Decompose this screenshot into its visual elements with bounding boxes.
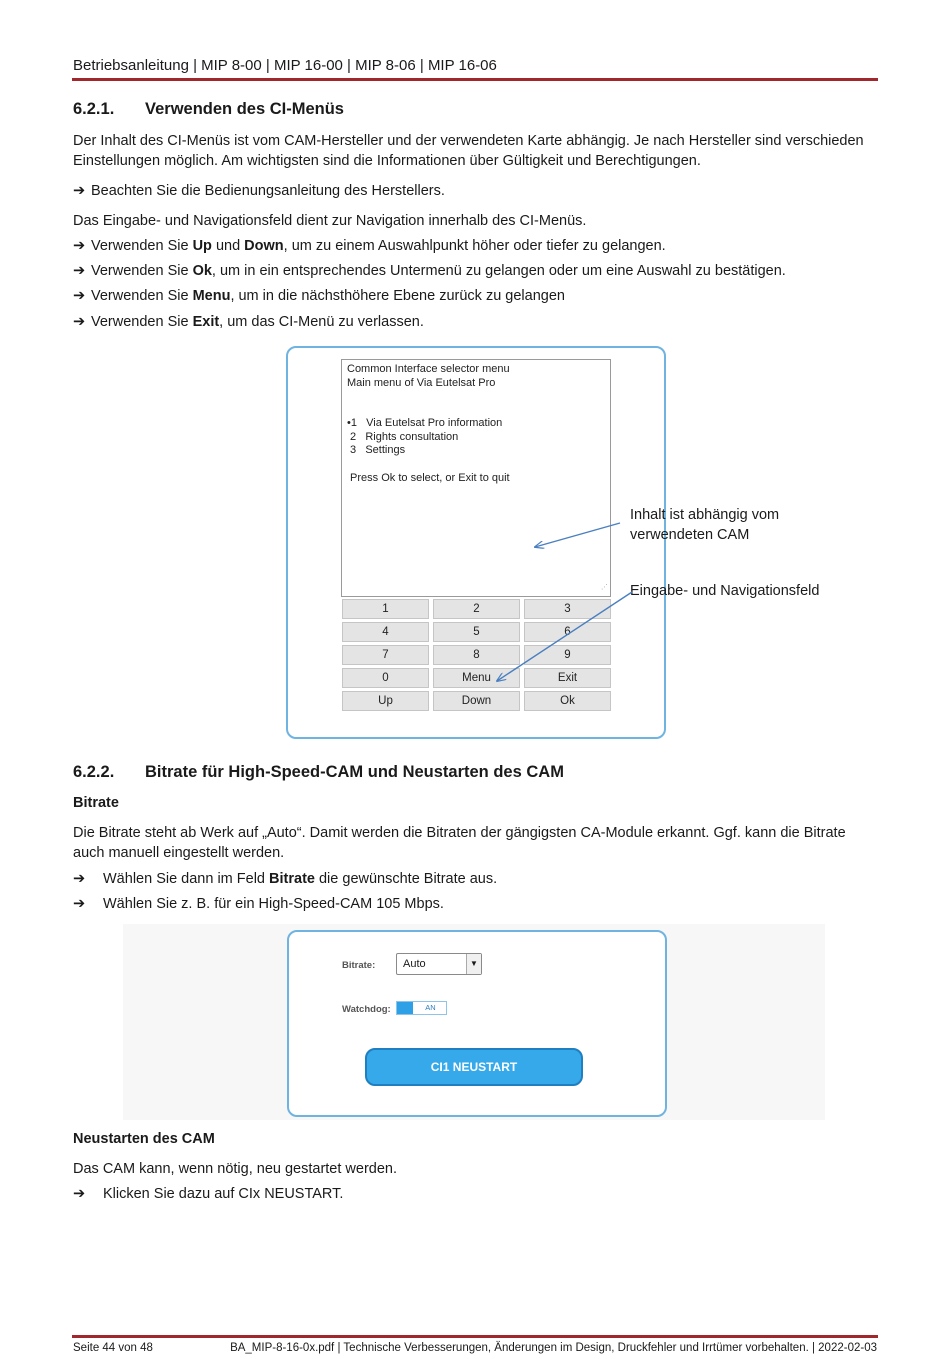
toggle-state: AN	[425, 1003, 436, 1012]
ci-menu-line: Main menu of Via Eutelsat Pro	[347, 376, 496, 389]
arrow-icon: ➔	[73, 288, 86, 304]
bitrate-select[interactable]	[396, 953, 482, 975]
section-heading-6-2-2	[73, 763, 873, 785]
callout-arrow-keypad	[497, 592, 632, 681]
keypad-key-6[interactable]: 6	[524, 622, 611, 642]
footer-info: BA_MIP-8-16-0x.pdf | Technische Verbesserungen, Änderungen im Design, Druckfehler und Irrtümer vorbehalten. | 2022-02-03	[230, 1342, 877, 1354]
document-header: Betriebsanleitung | MIP 8-00 | MIP 16-00 | MIP 8-06 | MIP 16-06	[73, 57, 497, 74]
step-keyword: Up	[192, 238, 212, 254]
callout-keypad-note: Eingabe- und Navigationsfeld	[630, 583, 820, 599]
step-keyword: Bitrate	[269, 871, 315, 887]
step-keyword: Down	[244, 238, 284, 254]
step-text: Wählen Sie z. B. für ein High-Speed-CAM 105 Mbps.	[103, 896, 444, 912]
watchdog-toggle[interactable]	[396, 1001, 447, 1015]
bitrate-label: Bitrate:	[342, 960, 376, 971]
section-title: Verwenden des CI-Menüs	[145, 100, 344, 118]
step-text: , um zu einem Auswahlpunkt höher oder tiefer zu gelangen.	[283, 238, 666, 254]
arrow-icon: ➔	[73, 1186, 86, 1202]
instruction-step	[73, 869, 873, 889]
keypad-key-5[interactable]: 5	[433, 622, 520, 642]
keypad-key-8[interactable]: 8	[433, 645, 520, 665]
step-text: Beachten Sie die Bedienungsanleitung des Herstellers.	[91, 183, 445, 199]
keypad-key-7[interactable]: 7	[342, 645, 429, 665]
keypad-key-1[interactable]: 1	[342, 599, 429, 619]
subheading-bitrate: Bitrate	[73, 795, 119, 811]
resize-grip-icon: ⋰	[601, 584, 608, 592]
page-number: Seite 44 von 48	[73, 1342, 153, 1354]
step-text: Verwenden Sie	[91, 288, 193, 304]
watchdog-label: Watchdog:	[342, 1004, 391, 1015]
ci-menu-option[interactable]: •1 Via Eutelsat Pro information	[347, 417, 503, 430]
keypad-key-0[interactable]: 0	[342, 668, 429, 688]
paragraph: Das CAM kann, wenn nötig, neu gestartet werden.	[73, 1161, 398, 1177]
step-text: Verwenden Sie	[91, 314, 193, 330]
step-text: , um in ein entsprechendes Untermenü zu gelangen oder um eine Auswahl zu bestätigen.	[211, 263, 786, 279]
menu-button[interactable]: Menu	[433, 668, 520, 688]
arrow-icon: ➔	[73, 314, 86, 330]
subheading-restart: Neustarten des CAM	[73, 1131, 215, 1147]
step-keyword: Ok	[192, 263, 212, 279]
step-text: , um das CI-Menü zu verlassen.	[219, 314, 424, 330]
down-button[interactable]: Down	[433, 691, 520, 711]
callout-arrow-content	[535, 523, 620, 547]
keypad-key-9[interactable]: 9	[524, 645, 611, 665]
arrow-icon: ➔	[73, 238, 86, 254]
step-text: Verwenden Sie	[91, 263, 193, 279]
toggle-knob	[397, 1002, 413, 1014]
arrow-icon: ➔	[73, 263, 86, 279]
chevron-down-icon: ▼	[466, 954, 481, 974]
footer-rule	[72, 1335, 878, 1338]
step-text: Klicken Sie dazu auf CIx NEUSTART.	[103, 1186, 344, 1202]
instruction-step	[73, 1184, 873, 1204]
ci-menu-option[interactable]: 3 Settings	[347, 444, 406, 457]
ci-menu-hint: Press Ok to select, or Exit to quit	[347, 471, 510, 484]
bitrate-selected-value: Auto	[403, 958, 426, 970]
keypad-key-3[interactable]: 3	[524, 599, 611, 619]
step-text: die gewünschte Bitrate aus.	[314, 871, 498, 887]
instruction-step	[73, 894, 873, 914]
paragraph: Das Eingabe- und Navigationsfeld dient zur Navigation innerhalb des CI-Menüs.	[73, 213, 587, 229]
exit-button[interactable]: Exit	[524, 668, 611, 688]
step-text: Wählen Sie dann im Feld	[103, 871, 270, 887]
paragraph: Der Inhalt des CI-Menüs ist vom CAM-Hersteller und der verwendeten Karte abhängig. Je nach Hersteller sind verschieden Einstellungen möglich. Am wichtigsten sind die Informationen über Gültigkeit und Berechtigungen.	[73, 133, 864, 169]
section-number: 6.2.1.	[73, 100, 115, 118]
up-button[interactable]: Up	[342, 691, 429, 711]
step-text: Verwenden Sie	[91, 238, 193, 254]
arrow-icon: ➔	[73, 183, 86, 199]
callout-line: verwendeten CAM	[630, 527, 750, 543]
step-text: , um in die nächsthöhere Ebene zurück zu gelangen	[230, 288, 565, 304]
ok-button[interactable]: Ok	[524, 691, 611, 711]
section-number: 6.2.2.	[73, 763, 115, 781]
ci-restart-button[interactable]: CI1 NEUSTART	[365, 1048, 583, 1086]
ci-menu-line: Common Interface selector menu	[347, 363, 510, 375]
callout-line: Inhalt ist abhängig vom	[630, 507, 780, 523]
arrow-icon: ➔	[73, 896, 86, 912]
step-keyword: Exit	[192, 314, 220, 330]
step-keyword: Menu	[192, 288, 231, 304]
ci-menu-option[interactable]: 2 Rights consultation	[347, 430, 459, 443]
step-text: und	[211, 238, 245, 254]
section-title: Bitrate für High-Speed-CAM und Neustarten des CAM	[145, 763, 564, 781]
keypad-key-4[interactable]: 4	[342, 622, 429, 642]
keypad-key-2[interactable]: 2	[433, 599, 520, 619]
paragraph: Die Bitrate steht ab Werk auf „Auto“. Damit werden die Bitraten der gängigsten CA-Module erkannt. Ggf. kann die Bitrate auch manuell eingestellt werden.	[73, 825, 846, 861]
arrow-icon: ➔	[73, 871, 86, 887]
